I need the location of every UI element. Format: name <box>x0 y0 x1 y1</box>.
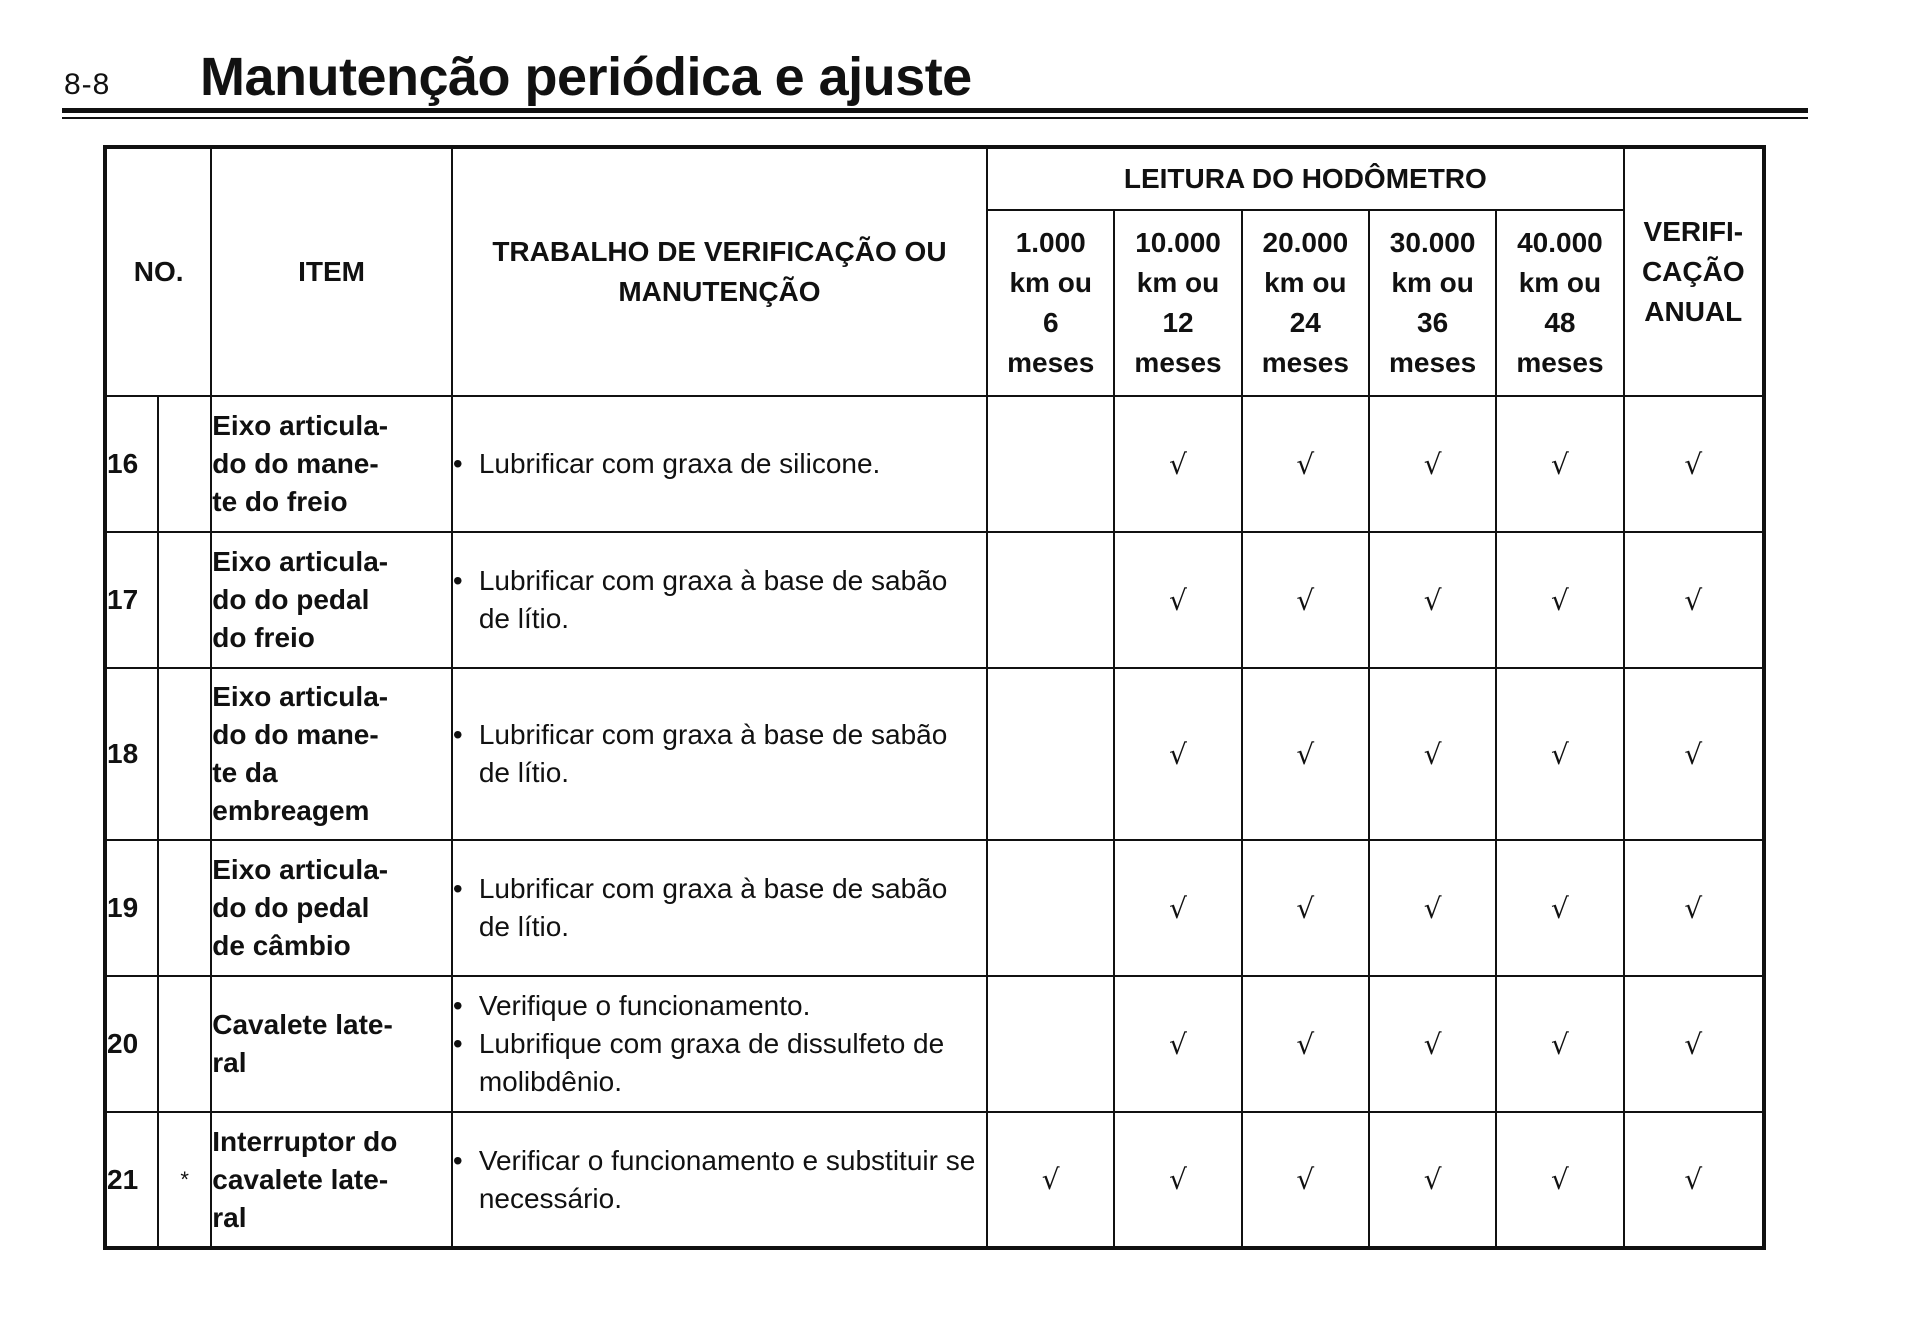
row-item <box>211 1112 452 1248</box>
work-bullet <box>453 716 986 792</box>
row-item-line: te da <box>212 757 278 788</box>
header-interval-3 <box>1242 210 1369 396</box>
page-header <box>62 42 1808 122</box>
row-number: 17 <box>105 532 158 668</box>
interval-check-mark: √ <box>1242 532 1369 668</box>
table-row <box>105 840 1764 976</box>
interval-check-mark: √ <box>1496 840 1623 976</box>
interval-check-mark: √ <box>1369 976 1496 1112</box>
maintenance-schedule-table <box>103 145 1766 1250</box>
interval-check-mark: √ <box>1114 840 1241 976</box>
row-work <box>452 396 987 532</box>
row-item-line: ral <box>212 1201 247 1233</box>
row-item <box>211 840 452 976</box>
interval-check-mark: √ <box>1496 976 1623 1112</box>
work-bullet <box>453 870 986 946</box>
work-bullet-text: Lubrificar com graxa de silicone. <box>478 448 881 479</box>
work-bullet <box>453 1142 986 1218</box>
interval-check-mark <box>987 532 1114 668</box>
row-item-line: do do mane- <box>212 719 379 750</box>
interval-check-mark <box>987 976 1114 1112</box>
interval-check-mark: √ <box>1242 668 1369 840</box>
row-dealer-mark <box>158 532 211 668</box>
header-rule-thin <box>62 117 1808 119</box>
header-interval-line: km ou <box>1009 267 1092 298</box>
interval-check-mark: √ <box>987 1112 1114 1248</box>
row-item-line: Eixo articula- <box>212 546 389 577</box>
row-item-line: embreagem <box>212 795 370 826</box>
row-work <box>452 976 987 1112</box>
header-interval-line: 6 <box>1042 307 1059 338</box>
interval-check-mark: √ <box>1114 532 1241 668</box>
row-item-line: Cavalete late- <box>212 1009 393 1040</box>
annual-check-mark: √ <box>1624 668 1764 840</box>
row-item-line: do do pedal <box>212 584 370 615</box>
header-annual-line: VERIFI- <box>1643 216 1744 247</box>
interval-check-mark: √ <box>1114 396 1241 532</box>
header-interval-line: 10.000 <box>1135 227 1221 258</box>
annual-check-mark: √ <box>1624 396 1764 532</box>
row-dealer-mark <box>158 976 211 1112</box>
row-item-line: ral <box>212 1047 247 1078</box>
header-annual-line: CAÇÃO <box>1641 256 1745 287</box>
row-dealer-mark <box>158 396 211 532</box>
row-dealer-mark <box>158 840 211 976</box>
table-row <box>105 976 1764 1112</box>
header-interval-line: meses <box>1261 347 1349 378</box>
row-item <box>211 976 452 1112</box>
header-rule-thick <box>62 108 1808 113</box>
page-number: 8-8 <box>64 68 111 101</box>
bullet-dot-icon: • <box>452 990 463 1021</box>
work-bullet-text: Lubrifique com graxa de dissulfeto de molibdênio. <box>478 1028 945 1097</box>
header-work: TRABALHO DE VERIFICAÇÃO OU MANUTENÇÃO <box>452 147 987 396</box>
header-interval-line: 12 <box>1162 307 1194 338</box>
row-item <box>211 396 452 532</box>
row-work <box>452 1112 987 1248</box>
header-interval-line: 20.000 <box>1262 227 1349 258</box>
interval-check-mark: √ <box>1496 1112 1623 1248</box>
maintenance-table-wrapper <box>103 145 1766 1250</box>
row-work <box>452 840 987 976</box>
header-interval-1 <box>987 210 1114 396</box>
row-item <box>211 532 452 668</box>
header-interval-line: km ou <box>1264 267 1347 298</box>
work-bullet <box>453 987 986 1025</box>
annual-check-mark: √ <box>1624 840 1764 976</box>
interval-check-mark: √ <box>1369 532 1496 668</box>
interval-check-mark: √ <box>1496 532 1623 668</box>
row-item <box>211 668 452 840</box>
bullet-dot-icon: • <box>452 1144 463 1176</box>
table-row <box>105 668 1764 840</box>
row-item-line: do freio <box>212 622 315 653</box>
interval-check-mark: √ <box>1496 668 1623 840</box>
row-item-line: Eixo articula- <box>212 410 389 441</box>
work-bullet-text: Lubrificar com graxa à base de sabão de lítio. <box>478 719 948 788</box>
header-interval-line: 40.000 <box>1517 227 1603 258</box>
work-bullet-text: Lubrificar com graxa à base de sabão de lítio. <box>478 565 948 634</box>
table-row <box>105 532 1764 668</box>
row-number: 16 <box>105 396 158 532</box>
interval-check-mark: √ <box>1369 396 1496 532</box>
header-interval-line: km ou <box>1518 267 1602 298</box>
row-item-line: Interruptor do <box>212 1125 398 1157</box>
interval-check-mark: √ <box>1369 1112 1496 1248</box>
bullet-dot-icon: • <box>452 719 463 750</box>
interval-check-mark: √ <box>1242 396 1369 532</box>
row-item-line: Eixo articula- <box>212 854 389 885</box>
header-odometer: LEITURA DO HODÔMETRO <box>987 147 1624 210</box>
interval-check-mark: √ <box>1114 1112 1241 1248</box>
header-interval-line: meses <box>1007 347 1095 378</box>
row-work <box>452 532 987 668</box>
work-bullet <box>453 445 986 483</box>
annual-check-mark: √ <box>1624 976 1764 1112</box>
header-no: NO. <box>105 147 211 396</box>
interval-check-mark <box>987 840 1114 976</box>
row-number: 21 <box>105 1112 158 1248</box>
header-interval-line: meses <box>1389 347 1477 378</box>
interval-check-mark <box>987 396 1114 532</box>
interval-check-mark: √ <box>1496 396 1623 532</box>
row-item-line: te do freio <box>212 486 348 517</box>
header-interval-line: 30.000 <box>1389 227 1476 258</box>
row-item-line: do do pedal <box>212 892 370 923</box>
annual-check-mark: √ <box>1624 532 1764 668</box>
row-item-line: do do mane- <box>212 448 379 479</box>
header-interval-line: meses <box>1516 347 1604 378</box>
bullet-dot-icon: • <box>452 1028 463 1059</box>
work-bullet <box>453 562 986 638</box>
interval-check-mark: √ <box>1369 840 1496 976</box>
row-number: 20 <box>105 976 158 1112</box>
header-interval-line: 1.000 <box>1015 227 1086 258</box>
interval-check-mark <box>987 668 1114 840</box>
row-dealer-mark <box>158 668 211 840</box>
header-item: ITEM <box>211 147 452 396</box>
interval-check-mark: √ <box>1242 976 1369 1112</box>
work-bullet-text: Lubrificar com graxa à base de sabão de lítio. <box>478 873 948 942</box>
interval-check-mark: √ <box>1114 668 1241 840</box>
table-row <box>105 1112 1764 1248</box>
work-bullet-text: Verificar o funcionamento e substituir se necessário. <box>478 1144 976 1214</box>
table-row <box>105 396 1764 532</box>
header-interval-line: km ou <box>1391 267 1474 298</box>
work-bullet-text: Verifique o funcionamento. <box>478 990 811 1021</box>
header-interval-line: 24 <box>1289 307 1321 338</box>
interval-check-mark: √ <box>1242 1112 1369 1248</box>
row-item-line: Eixo articula- <box>212 681 389 712</box>
row-number: 18 <box>105 668 158 840</box>
header-interval-line: 36 <box>1417 307 1449 338</box>
header-interval-4 <box>1369 210 1496 396</box>
interval-check-mark: √ <box>1369 668 1496 840</box>
header-interval-line: 48 <box>1544 307 1576 338</box>
row-item-line: cavalete late- <box>212 1163 389 1195</box>
interval-check-mark: √ <box>1114 976 1241 1112</box>
annual-check-mark: √ <box>1624 1112 1764 1248</box>
header-interval-5 <box>1496 210 1623 396</box>
row-number: 19 <box>105 840 158 976</box>
header-interval-line: meses <box>1134 347 1222 378</box>
bullet-dot-icon: • <box>452 565 463 596</box>
header-interval-line: km ou <box>1136 267 1220 298</box>
work-bullet <box>453 1025 986 1101</box>
header-interval-2 <box>1114 210 1241 396</box>
row-dealer-mark: * <box>158 1112 211 1248</box>
row-item-line: de câmbio <box>212 930 351 961</box>
bullet-dot-icon: • <box>452 873 463 904</box>
interval-check-mark: √ <box>1242 840 1369 976</box>
header-annual-check <box>1624 147 1764 396</box>
header-annual-line: ANUAL <box>1644 296 1743 327</box>
page-title: Manutenção periódica e ajuste <box>200 47 972 107</box>
row-work <box>452 668 987 840</box>
bullet-dot-icon: • <box>452 448 463 479</box>
